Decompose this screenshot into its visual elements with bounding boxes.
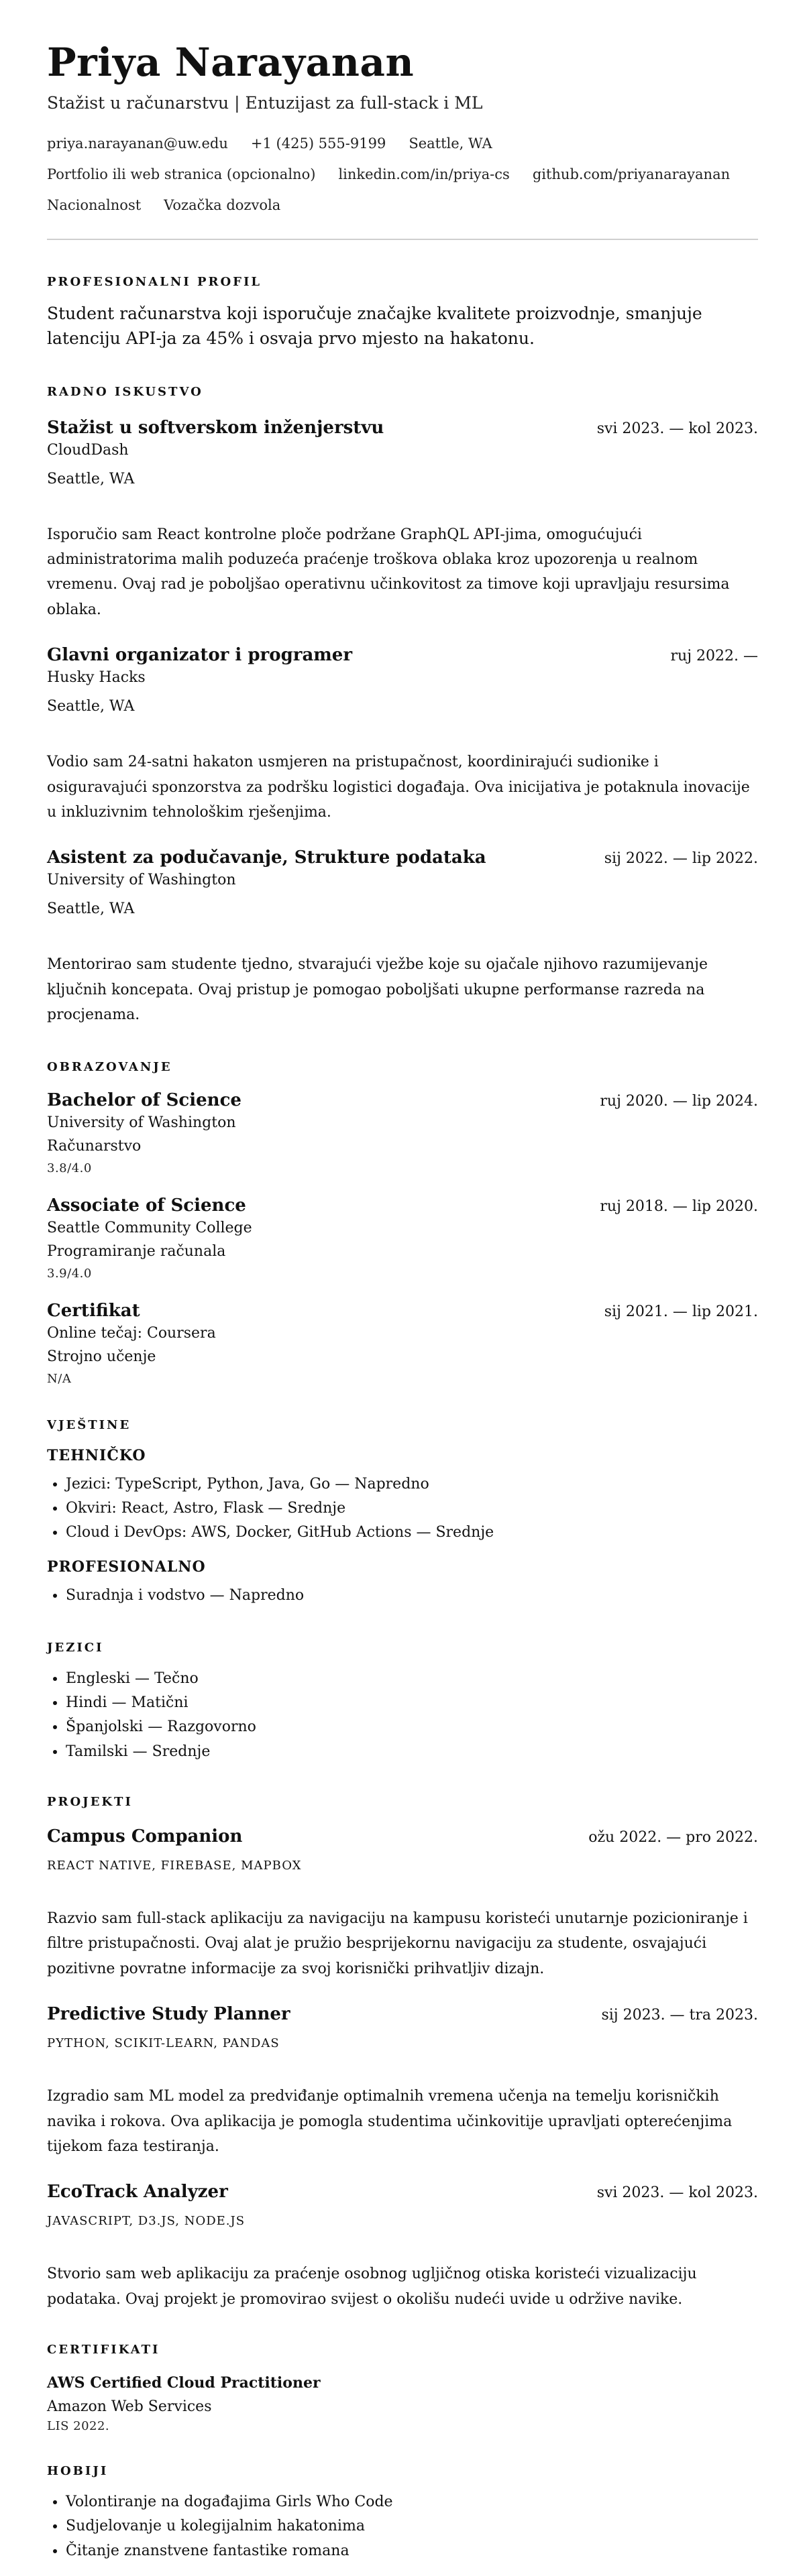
experience-org: University of Washington bbox=[47, 872, 236, 889]
education-school: Seattle Community College bbox=[47, 1219, 252, 1236]
project-description: Razvio sam full-stack aplikaciju za navigaciju na kampusu koristeći unutarnje pozicioniranje i filtre pristupačnosti. Ovaj alat je pružio besprijekornu navigaciju za studente, osvajajući pozitivne povratne informacije za svoj korisnički prihvatljiv dizajn. bbox=[47, 1910, 748, 1977]
education-field: Računarstvo bbox=[47, 1137, 142, 1155]
languages-section bbox=[47, 1641, 758, 1764]
education-section bbox=[47, 1060, 758, 1386]
contact-driving-license: Vozačka dozvola bbox=[164, 196, 281, 213]
project-entry bbox=[47, 2182, 758, 2312]
profile-section bbox=[47, 275, 758, 351]
education-entry bbox=[47, 1301, 758, 1386]
experience-role: Stažist u softverskom inženjerstvu bbox=[47, 417, 384, 438]
education-school: University of Washington bbox=[47, 1114, 236, 1131]
languages-list bbox=[47, 1667, 758, 1764]
list-item: • Okviri: React, Astro, Flask — Srednje bbox=[66, 1497, 758, 1521]
contact-details bbox=[47, 130, 758, 157]
project-name: Predictive Study Planner bbox=[47, 2004, 290, 2025]
experience-role: Asistent za podučavanje, Strukture podataka bbox=[47, 847, 486, 868]
resume-header bbox=[47, 40, 758, 219]
section-title: PROFESIONALNI PROFIL bbox=[47, 274, 262, 289]
list-item: • Engleski — Tečno bbox=[66, 1667, 758, 1691]
experience-org: Husky Hacks bbox=[47, 669, 146, 687]
section-title: OBRAZOVANJE bbox=[47, 1059, 172, 1074]
skills-technical-list bbox=[47, 1472, 758, 1545]
experience-section bbox=[47, 385, 758, 1028]
education-date: ruj 2020. — lip 2024. bbox=[600, 1092, 758, 1110]
candidate-tagline: Stažist u računarstvu | Entuzijast za full-stack i ML bbox=[47, 93, 483, 113]
project-date: svi 2023. — kol 2023. bbox=[596, 2184, 758, 2202]
list-item: • Hindi — Matični bbox=[66, 1691, 758, 1715]
project-name: EcoTrack Analyzer bbox=[47, 2182, 228, 2203]
contact-phone[interactable]: +1 (425) 555-9199 bbox=[250, 135, 386, 152]
list-item: • Cloud i DevOps: AWS, Docker, GitHub Actions — Srednje bbox=[66, 1521, 758, 1545]
list-item: • Čitanje znanstvene fantastike romana bbox=[66, 2539, 758, 2563]
section-title: JEZICI bbox=[47, 1640, 104, 1655]
list-item: • Tamilski — Srednje bbox=[66, 1740, 758, 1764]
list-item: • Volontiranje na događajima Girls Who Code bbox=[66, 2490, 758, 2514]
contact-github[interactable]: github.com/priyanarayanan bbox=[532, 166, 731, 182]
education-date: sij 2021. — lip 2021. bbox=[604, 1303, 758, 1320]
skills-professional-heading: PROFESIONALNO bbox=[47, 1558, 206, 1576]
education-field: Strojno učenje bbox=[47, 1348, 156, 1365]
certificates-section bbox=[47, 2343, 758, 2433]
education-entry bbox=[47, 1090, 758, 1175]
contact-nationality: Nacionalnost bbox=[47, 196, 142, 213]
hobbies-list bbox=[47, 2490, 758, 2563]
education-degree: Certifikat bbox=[47, 1300, 140, 1321]
skills-technical-heading: TEHNIČKO bbox=[47, 1446, 146, 1464]
project-tech: REACT NATIVE, FIREBASE, MAPBOX bbox=[47, 1858, 302, 1873]
candidate-name: Priya Narayanan bbox=[47, 40, 415, 85]
education-school: Online tečaj: Coursera bbox=[47, 1324, 216, 1342]
hobbies-section bbox=[47, 2464, 758, 2563]
project-description: Stvorio sam web aplikaciju za praćenje osobnog ugljičnog otiska koristeći vizualizaciju podataka. Ovaj projekt je promovirao svijest o okolišu nudeći uvide u održive navike. bbox=[47, 2266, 697, 2308]
contact-extra bbox=[47, 192, 758, 219]
contact-links bbox=[47, 161, 758, 188]
experience-org: CloudDash bbox=[47, 441, 129, 459]
section-title: VJEŠTINE bbox=[47, 1417, 131, 1432]
section-title: RADNO ISKUSTVO bbox=[47, 384, 203, 399]
list-item: • Jezici: TypeScript, Python, Java, Go — Napredno bbox=[66, 1472, 758, 1497]
experience-location: Seattle, WA bbox=[47, 470, 135, 487]
experience-entry bbox=[47, 418, 758, 623]
certificate-issuer: Amazon Web Services bbox=[47, 2398, 212, 2416]
education-degree: Associate of Science bbox=[47, 1195, 246, 1216]
experience-description: Mentorirao sam studente tjedno, stvarajući vježbe koje su ojačale njihovo razumijevanje ključnih koncepata. Ovaj pristup je pomogao poboljšati ukupne performanse razreda na procjenama. bbox=[47, 956, 708, 1024]
experience-date: svi 2023. — kol 2023. bbox=[596, 420, 758, 437]
education-degree: Bachelor of Science bbox=[47, 1090, 241, 1110]
project-entry bbox=[47, 1826, 758, 1981]
certificate-name: AWS Certified Cloud Practitioner bbox=[47, 2374, 321, 2392]
education-date: ruj 2018. — lip 2020. bbox=[600, 1197, 758, 1215]
list-item: • Suradnja i vodstvo — Napredno bbox=[66, 1584, 758, 1608]
project-date: ožu 2022. — pro 2022. bbox=[588, 1828, 758, 1846]
contact-email[interactable]: priya.narayanan@uw.edu bbox=[47, 135, 228, 152]
experience-role: Glavni organizator i programer bbox=[47, 645, 353, 666]
experience-location: Seattle, WA bbox=[47, 698, 135, 715]
section-title: PROJEKTI bbox=[47, 1794, 133, 1809]
education-grade: 3.9/4.0 bbox=[47, 1266, 92, 1281]
experience-location: Seattle, WA bbox=[47, 900, 135, 918]
project-entry bbox=[47, 2004, 758, 2159]
contact-location: Seattle, WA bbox=[409, 135, 492, 152]
section-title: CERTIFIKATI bbox=[47, 2343, 160, 2357]
project-tech: PYTHON, SCIKIT-LEARN, PANDAS bbox=[47, 2036, 280, 2051]
skills-professional-list bbox=[47, 1584, 758, 1608]
header-divider bbox=[47, 239, 758, 240]
contact-linkedin[interactable]: linkedin.com/in/priya-cs bbox=[338, 166, 510, 182]
certificate-date: LIS 2022. bbox=[47, 2419, 110, 2434]
experience-date: sij 2022. — lip 2022. bbox=[604, 850, 758, 868]
experience-description: Isporučio sam React kontrolne ploče podržane GraphQL API-jima, omogućujući administratorima malih poduzeća praćenje troškova oblaka kroz upozorenja u realnom vremenu. Ovaj rad je poboljšao operativnu učinkovitost za timove koji upravljaju resursima oblaka. bbox=[47, 526, 730, 618]
experience-entry bbox=[47, 645, 758, 825]
education-field: Programiranje računala bbox=[47, 1242, 226, 1260]
project-description: Izgradio sam ML model za predviđanje optimalnih vremena učenja na temelju korisničkih navika i rokova. Ova aplikacija je pomogla studentima učinkovitije upravljati opterećenjima tijekom faza testiranja. bbox=[47, 2088, 733, 2155]
profile-summary: Student računarstva koji isporučuje značajke kvalitete proizvodnje, smanjuje latenciju API-ja za 45% i osvaja prvo mjesto na hakatonu. bbox=[47, 303, 702, 349]
list-item: • Sudjelovanje u kolegijalnim hakatonima bbox=[66, 2514, 758, 2538]
experience-date: ruj 2022. — bbox=[670, 648, 758, 665]
skills-section bbox=[47, 1418, 758, 1608]
experience-description: Vodio sam 24-satni hakaton usmjeren na pristupačnost, koordinirajući sudionike i osiguravajući sponzorstva za podršku logistici događaja. Ova inicijativa je potaknula inovacije u inkluzivnim tehnološkim rješenjima. bbox=[47, 754, 750, 821]
education-entry bbox=[47, 1195, 758, 1281]
project-tech: JAVASCRIPT, D3.JS, NODE.JS bbox=[47, 2214, 246, 2229]
section-title: HOBIJI bbox=[47, 2464, 109, 2479]
project-date: sij 2023. — tra 2023. bbox=[601, 2007, 758, 2024]
list-item: • Španjolski — Razgovorno bbox=[66, 1715, 758, 1739]
experience-entry bbox=[47, 847, 758, 1027]
education-grade: 3.8/4.0 bbox=[47, 1161, 92, 1175]
project-name: Campus Companion bbox=[47, 1826, 243, 1847]
projects-section bbox=[47, 1795, 758, 2312]
education-grade: N/A bbox=[47, 1371, 72, 1386]
contact-portfolio[interactable]: Portfolio ili web stranica (opcionalno) bbox=[47, 166, 316, 182]
